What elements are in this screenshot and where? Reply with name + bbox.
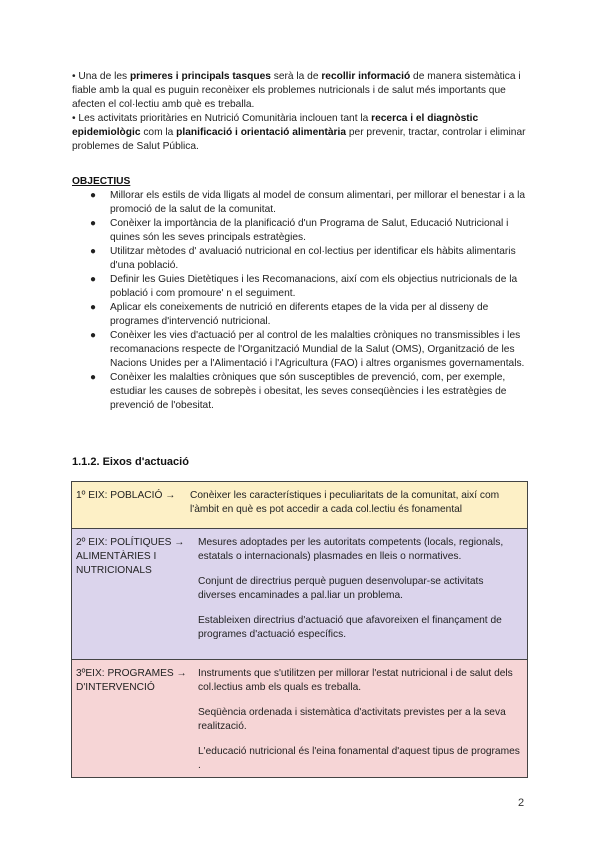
list-item: ● Conèixer les malalties cròniques que són susceptibles de prevenció, com, per exemple, estudiar les causes de sobrepès i obesitat, les seves conseqüències i les estratègies de prevenció de l'obesitat. <box>90 372 507 411</box>
list-item: ● Millorar els estils de vida lligats al model de consum alimentari, per millorar el benestar i a la promoció de la salut de la comunitat. <box>90 190 526 215</box>
row-paragraph: Conèixer les característiques i peculiaritats de la comunitat, així com l'àmbit en què es pot accedir a cada col.lectiu és fonamental <box>190 490 500 515</box>
bullet-icon: ● <box>90 274 97 285</box>
table-row <box>72 528 527 659</box>
intro-paragraph-2: • Les activitats prioritàries en Nutrició Comunitària inclouen tant la recerca i el diagnòstic epidemiològic com la planificació i orientació alimentària per prevenir, tractar, controlar i eliminar problemes de Salut Pública. <box>72 113 526 152</box>
bullet-icon: ● <box>90 246 97 257</box>
bullet-icon: ● <box>90 190 97 201</box>
row-paragraph: Mesures adoptades per les autoritats competents (locals, regionals, estatals o internacionals) plasmades en lleis o normatives. <box>198 537 504 562</box>
bullet-icon: ● <box>90 372 97 383</box>
bullet-icon: ● <box>90 218 97 229</box>
list-item: ● Aplicar els coneixements de nutrició en diferents etapes de la vida per al disseny de programes d'intervenció nutricional. <box>90 302 489 327</box>
row-paragraph: Conjunt de directrius perquè puguen desenvolupar-se activitats diverses encaminades a pal.liar un problema. <box>198 576 484 601</box>
section-heading: 1.1.2. Eixos d'actuació <box>72 456 189 468</box>
table-row <box>72 482 527 528</box>
list-item: ● Conèixer les vies d'actuació per al control de les malalties cròniques no transmissibles i les recomanacions respecte de l'Organització Mundial de la Salut (OMS), Organització de les Nacions Unides per a l'Alimentació i l'Agricultura (FAO) i altres organismes governamentals. <box>90 330 525 369</box>
row-paragraph: Instruments que s'utilitzen per millorar l'estat nutricional i de salut dels col.lectius amb els quals es treballa. <box>198 668 513 693</box>
row-label: 2º EIX: POLÍTIQUES → ALIMENTÀRIES I NUTRICIONALS <box>76 537 185 576</box>
row-paragraph: Estableixen directrius d'actuació que afavoreixen el finançament de programes d'actuació específics. <box>198 615 502 640</box>
intro-paragraph-1: • Una de les primeres i principals tasques serà la de recollir informació de manera sistemàtica i fiable amb la qual es puguin reconèixer els problemes nutricionals i de salut més importants que afecten el col·lectiu amb què es treballa. <box>72 71 521 110</box>
row-paragraph: L'educació nutricional és l'eina fonamental d'aquest tipus de programes . <box>198 746 520 771</box>
row-content <box>190 489 520 528</box>
objectius-heading: OBJECTIUS <box>72 176 131 187</box>
row-paragraph: Seqüència ordenada i sistemàtica d'activitats previstes per a la seva realització. <box>198 707 506 732</box>
row-content <box>198 536 520 653</box>
row-label: 3ºEIX: PROGRAMES → D'INTERVENCIÓ <box>76 668 187 693</box>
row-label: 1º EIX: POBLACIÓ → <box>76 490 176 501</box>
list-item: ● Conèixer la importància de la planificació d'un Programa de Salut, Educació Nutricional i quines són les seves principals estratègies. <box>90 218 509 243</box>
table-row <box>72 659 527 777</box>
eixos-table <box>71 481 528 778</box>
list-item: ● Utilitzar mètodes d' avaluació nutricional en col·lectius per identificar els hàbits alimentaris d'una població. <box>90 246 516 271</box>
row-content <box>198 667 520 784</box>
bullet-icon: ● <box>90 302 97 313</box>
page-number: 2 <box>518 797 525 809</box>
bullet-icon: ● <box>90 330 97 341</box>
list-item: ● Definir les Guies Dietètiques i les Recomanacions, així com els objectius nutricionals de la població i com promoure' n el seguiment. <box>90 274 518 299</box>
intro-text <box>72 70 532 154</box>
objectius-list <box>72 189 532 413</box>
